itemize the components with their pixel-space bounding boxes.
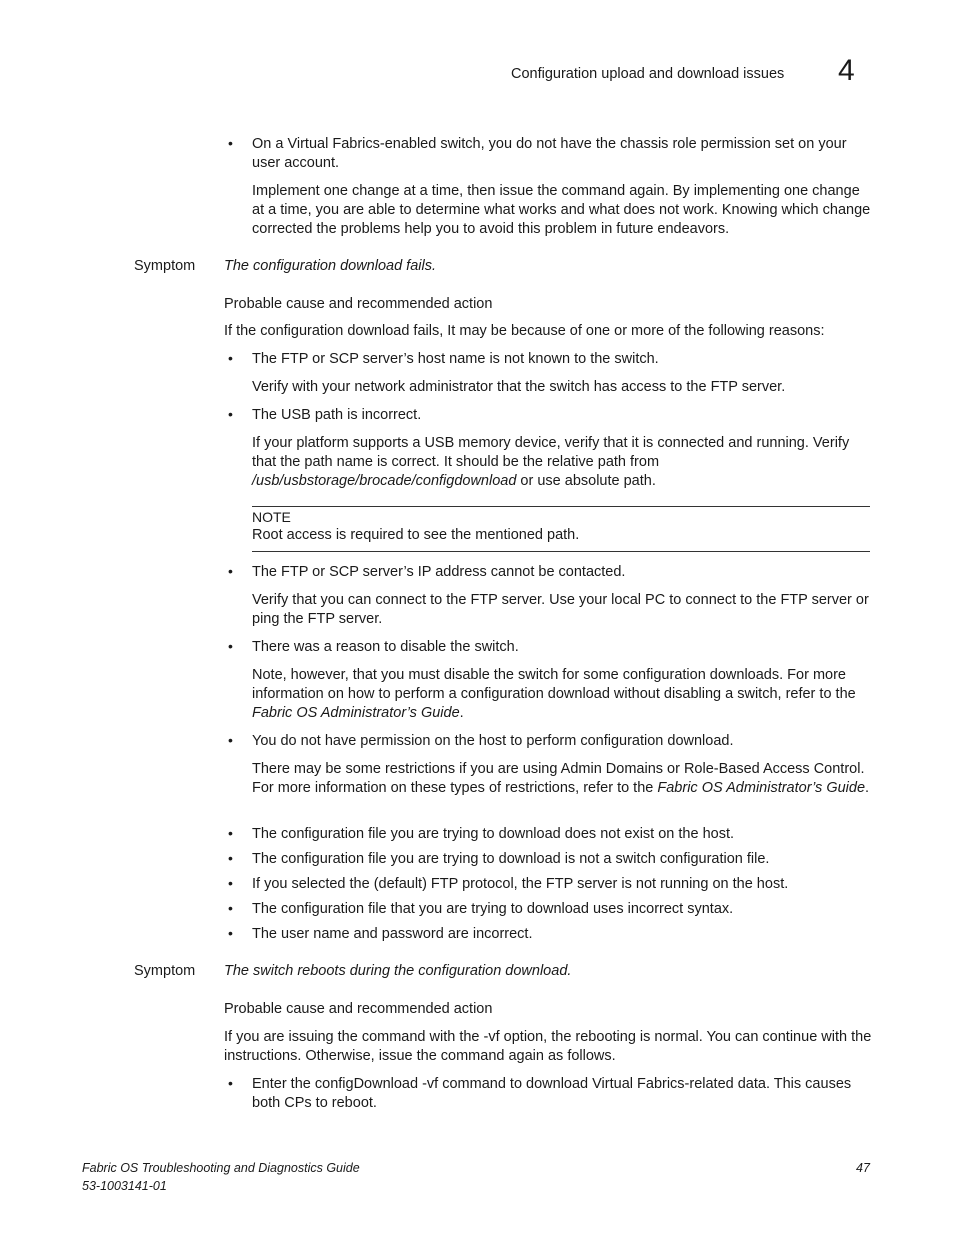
paragraph-text: option, the rebooting is normal. You can continue with the instructions. Otherwise, issue the command again as follows.: [224, 1029, 872, 1064]
list-item: You do not have permission on the host to perform configuration download.: [252, 733, 734, 749]
bullet-marker: •: [228, 825, 233, 841]
paragraph-text: Note, however, that you must disable the switch for some configuration downloads. For more information on how to perform a configuration download without disabling a switch, refer to the: [252, 667, 856, 702]
list-item: The user name and password are incorrect.: [252, 926, 533, 942]
symptom-text: The switch reboots during the configuration download.: [224, 963, 572, 979]
list-item: If you selected the (default) FTP protocol, the FTP server is not running on the host.: [252, 876, 789, 892]
list-item: The configuration file you are trying to download does not exist on the host.: [252, 826, 735, 842]
list-item: There was a reason to disable the switch.: [252, 639, 519, 655]
paragraph-text: If your platform supports a USB memory device, verify that it is connected and running. Verify that the path name is correct. It should be the relative path from: [252, 435, 850, 470]
paragraph-text: There may be some restrictions if you are using Admin Domains or Role-Based Access Control. For more information on these types of restrictions, refer to the: [252, 761, 865, 796]
section-subheading: Probable cause and recommended action: [224, 1001, 493, 1017]
paragraph: [252, 434, 872, 491]
bullet-marker: •: [228, 135, 233, 151]
section-subheading: Probable cause and recommended action: [224, 296, 493, 312]
paragraph-text: Enter the: [252, 1076, 315, 1092]
guide-reference: Fabric OS Administrator’s Guide: [657, 780, 866, 796]
bullet-marker: •: [228, 406, 233, 422]
chapter-number: 4: [838, 54, 855, 87]
footer-doc-number: 53-1003141-01: [82, 1179, 167, 1193]
bullet-marker: •: [228, 563, 233, 579]
note-top-rule: [252, 506, 870, 507]
bullet-marker: •: [228, 900, 233, 916]
paragraph: [224, 1028, 874, 1066]
paragraph: [252, 760, 872, 798]
bullet-marker: •: [228, 1075, 233, 1091]
symptom-text: The configuration download fails.: [224, 258, 436, 274]
paragraph-text: If you are issuing the command with the: [224, 1029, 484, 1045]
bullet-marker: •: [228, 732, 233, 748]
bullet-marker: •: [228, 350, 233, 366]
paragraph-text: .: [865, 780, 870, 796]
list-item: The FTP or SCP server’s IP address cannot be contacted.: [252, 564, 626, 580]
paragraph-text: .: [459, 705, 464, 721]
paragraph: If the configuration download fails, It may be because of one or more of the following reasons:: [224, 323, 825, 339]
page-number: 47: [856, 1161, 870, 1175]
list-item: The FTP or SCP server’s host name is not known to the switch.: [252, 351, 659, 367]
list-item: The configuration file you are trying to download is not a switch configuration file.: [252, 851, 770, 867]
paragraph: Verify that you can connect to the FTP server. Use your local PC to connect to the FTP server or ping the FTP server.: [252, 592, 869, 627]
file-path: /usb/usbstorage/brocade/configdownload: [252, 473, 517, 489]
command-option: -vf: [483, 1029, 500, 1045]
paragraph: [252, 666, 872, 723]
footer-doc-title: Fabric OS Troubleshooting and Diagnostics Guide: [82, 1161, 360, 1175]
note-label: NOTE: [252, 509, 291, 525]
command-name: configDownload -vf: [314, 1076, 439, 1092]
paragraph: Implement one change at a time, then issue the command again. By implementing one change at a time, you are able to determine what works and what does not work. Knowing which change corrected the problems help you to avoid this problem in future endeavors.: [252, 183, 871, 237]
bullet-marker: •: [228, 925, 233, 941]
paragraph-text: or use absolute path.: [516, 473, 656, 489]
note-bottom-rule: [252, 551, 870, 552]
guide-reference: Fabric OS Administrator’s Guide: [252, 705, 460, 721]
list-item: The configuration file that you are trying to download uses incorrect syntax.: [252, 901, 734, 917]
paragraph-text: command to download Virtual Fabrics-related data. This causes both CPs to reboot.: [252, 1076, 852, 1111]
bullet-marker: •: [228, 850, 233, 866]
bullet-marker: •: [228, 875, 233, 891]
bullet-marker: •: [228, 638, 233, 654]
list-item: [252, 1075, 872, 1113]
list-item: The USB path is incorrect.: [252, 407, 422, 423]
list-item: On a Virtual Fabrics-enabled switch, you do not have the chassis role permission set on your user account.: [252, 136, 847, 171]
running-header-title: Configuration upload and download issues: [511, 66, 785, 82]
symptom-label: Symptom: [134, 963, 196, 979]
paragraph: Verify with your network administrator that the switch has access to the FTP server.: [252, 379, 786, 395]
note-text: Root access is required to see the mentioned path.: [252, 527, 580, 543]
symptom-label: Symptom: [134, 258, 196, 274]
